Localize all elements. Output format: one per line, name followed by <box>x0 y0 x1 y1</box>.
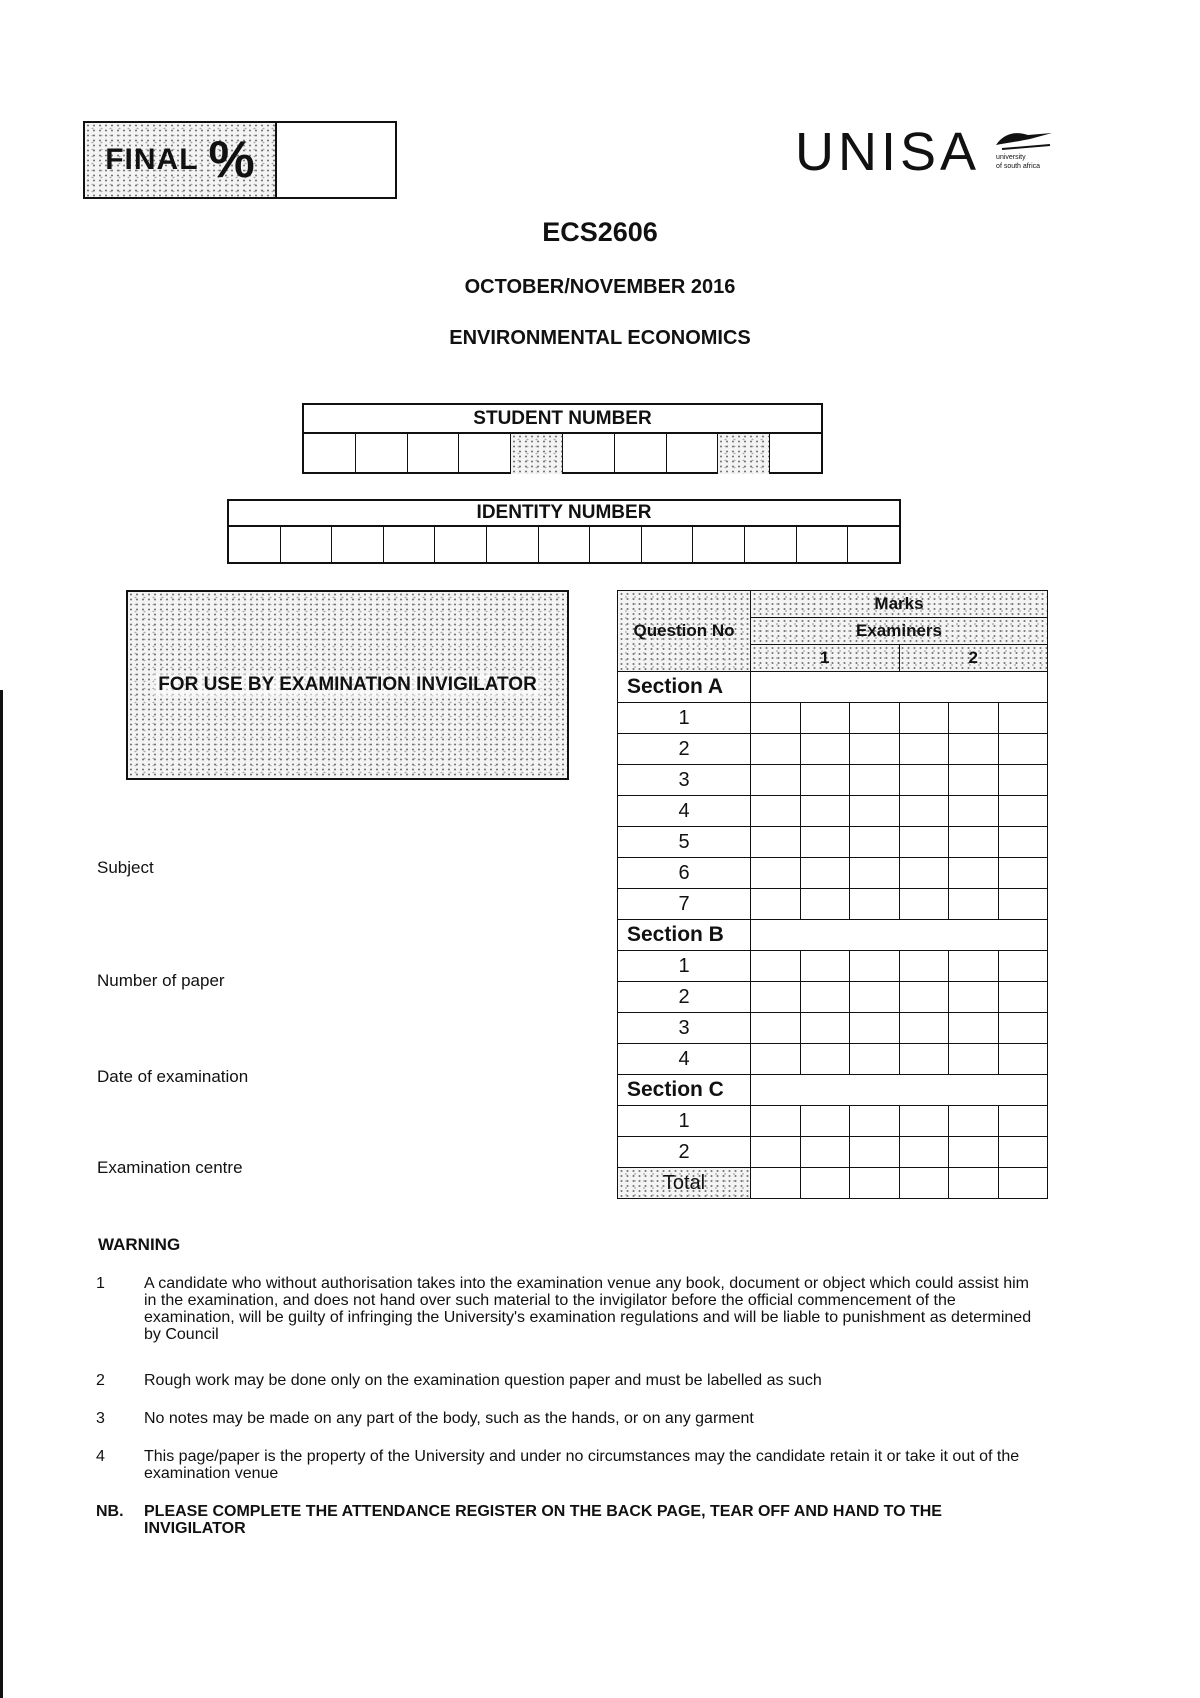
bird-emblem-icon <box>994 127 1054 151</box>
student-number-digit[interactable] <box>511 434 563 474</box>
logo-subtext-2: of south africa <box>996 163 1041 170</box>
mark-cell[interactable] <box>949 703 999 734</box>
warning-item-number: 3 <box>96 1410 105 1427</box>
warning-item-text: No notes may be made on any part of the body, such as the hands, or on any garment <box>144 1410 754 1427</box>
question-number: 3 <box>618 765 751 796</box>
mark-cell[interactable] <box>899 703 949 734</box>
mark-cell[interactable] <box>949 858 999 889</box>
nb-text: PLEASE COMPLETE THE ATTENDANCE REGISTER ON THE BACK PAGE, TEAR OFF AND HAND TO THE INVIGILATOR <box>144 1503 942 1537</box>
total-cell[interactable] <box>751 1168 801 1199</box>
question-number: 1 <box>618 951 751 982</box>
date-field-label: Date of examination <box>97 1067 249 1086</box>
identity-number-grid <box>227 499 901 564</box>
mark-cell[interactable] <box>800 858 850 889</box>
mark-cell[interactable] <box>899 1137 949 1168</box>
mark-cell[interactable] <box>751 858 801 889</box>
identity-number-cells <box>229 527 899 564</box>
warning-title: WARNING <box>98 1235 181 1254</box>
mark-cell[interactable] <box>949 889 999 920</box>
mark-cell[interactable] <box>751 1137 801 1168</box>
identity-number-digit[interactable] <box>693 527 745 564</box>
mark-cell[interactable] <box>949 765 999 796</box>
mark-cell[interactable] <box>899 858 949 889</box>
mark-cell[interactable] <box>800 765 850 796</box>
mark-cell[interactable] <box>751 1106 801 1137</box>
mark-cell[interactable] <box>949 982 999 1013</box>
mark-cell[interactable] <box>800 982 850 1013</box>
mark-cell[interactable] <box>899 765 949 796</box>
identity-number-digit[interactable] <box>487 527 539 564</box>
mark-cell[interactable] <box>850 1044 900 1075</box>
identity-number-digit[interactable] <box>384 527 436 564</box>
total-cell[interactable] <box>899 1168 949 1199</box>
logo-emblem-icon <box>994 127 1054 177</box>
logo-wordmark: UNISA <box>795 122 981 182</box>
mark-cell[interactable] <box>949 796 999 827</box>
examiners-label: Examiners <box>856 621 942 640</box>
mark-cell[interactable] <box>899 827 949 858</box>
mark-cell[interactable] <box>850 827 900 858</box>
total-cell[interactable] <box>949 1168 999 1199</box>
examiners-header <box>751 618 1048 645</box>
total-cell[interactable] <box>998 1168 1048 1199</box>
mark-cell[interactable] <box>949 1137 999 1168</box>
student-number-digit[interactable] <box>356 434 408 474</box>
identity-number-digit[interactable] <box>332 527 384 564</box>
exam-period: OCTOBER/NOVEMBER 2016 <box>464 276 736 298</box>
mark-cell[interactable] <box>998 858 1048 889</box>
final-label-cell <box>85 123 277 197</box>
mark-cell[interactable] <box>899 951 949 982</box>
student-number-digit[interactable] <box>770 434 821 474</box>
identity-number-digit[interactable] <box>745 527 797 564</box>
mark-cell[interactable] <box>751 889 801 920</box>
mark-cell[interactable] <box>850 1137 900 1168</box>
subject-title: ENVIRONMENTAL ECONOMICS <box>449 327 751 349</box>
mark-cell[interactable] <box>949 1013 999 1044</box>
mark-cell[interactable] <box>751 982 801 1013</box>
subject-field-label: Subject <box>97 858 154 877</box>
logo-subtext-1: university <box>996 154 1026 161</box>
mark-cell[interactable] <box>998 951 1048 982</box>
mark-cell[interactable] <box>800 796 850 827</box>
identity-number-digit[interactable] <box>590 527 642 564</box>
question-number: 4 <box>618 796 751 827</box>
mark-cell[interactable] <box>899 889 949 920</box>
section-row-blank <box>751 1075 1048 1106</box>
question-number: 5 <box>618 827 751 858</box>
paper-number-field-label: Number of paper <box>97 971 225 990</box>
warning-item-text: This page/paper is the property of the University and under no circumstances may the candidate retain it or take it out of the examination venue <box>144 1448 1020 1482</box>
student-number-label: STUDENT NUMBER <box>304 405 821 434</box>
scan-edge-line <box>0 690 3 1698</box>
marks-header <box>751 591 1048 618</box>
mark-cell[interactable] <box>850 703 900 734</box>
final-mark-box <box>83 121 397 199</box>
identity-number-digit[interactable] <box>281 527 333 564</box>
final-mark-entry-cell[interactable] <box>277 123 395 197</box>
marks-label: Marks <box>874 594 924 613</box>
examiner-2-label: 2 <box>968 648 978 667</box>
total-cell[interactable] <box>850 1168 900 1199</box>
student-number-digit[interactable] <box>563 434 615 474</box>
warning-item-text: A candidate who without authorisation takes into the examination venue any book, document or object which could assist him in the examination, and does not hand over such material to the invigilator before the official commencement of the examination, will be guilty of infringing the University's examination regulations and will be liable to punishment as determined by Council <box>144 1275 1032 1343</box>
question-number: 2 <box>618 734 751 765</box>
marks-table <box>617 590 1048 1199</box>
mark-cell[interactable] <box>850 1013 900 1044</box>
unisa-logo <box>795 122 1045 182</box>
mark-cell[interactable] <box>800 889 850 920</box>
mark-cell[interactable] <box>998 796 1048 827</box>
mark-cell[interactable] <box>751 703 801 734</box>
mark-cell[interactable] <box>751 1013 801 1044</box>
identity-number-digit[interactable] <box>539 527 591 564</box>
mark-cell[interactable] <box>800 951 850 982</box>
mark-cell[interactable] <box>850 1106 900 1137</box>
question-number: 1 <box>618 1106 751 1137</box>
identity-number-digit[interactable] <box>229 527 281 564</box>
mark-cell[interactable] <box>850 982 900 1013</box>
mark-cell[interactable] <box>998 1106 1048 1137</box>
nb-label: NB. <box>96 1503 124 1520</box>
identity-number-label: IDENTITY NUMBER <box>229 501 899 527</box>
question-no-label: Question No <box>633 621 735 640</box>
mark-cell[interactable] <box>899 796 949 827</box>
mark-cell[interactable] <box>949 951 999 982</box>
student-number-digit[interactable] <box>667 434 719 474</box>
mark-cell[interactable] <box>800 1044 850 1075</box>
warning-item-number: 2 <box>96 1372 105 1389</box>
identity-number-digit[interactable] <box>797 527 849 564</box>
mark-cell[interactable] <box>751 796 801 827</box>
identity-number-digit[interactable] <box>642 527 694 564</box>
question-number: 2 <box>618 982 751 1013</box>
mark-cell[interactable] <box>850 796 900 827</box>
question-no-header <box>618 591 751 672</box>
mark-cell[interactable] <box>800 1106 850 1137</box>
mark-cell[interactable] <box>800 1137 850 1168</box>
examiner-2-header <box>899 645 1048 672</box>
mark-cell[interactable] <box>751 951 801 982</box>
mark-cell[interactable] <box>899 1106 949 1137</box>
mark-cell[interactable] <box>949 734 999 765</box>
mark-cell[interactable] <box>949 1106 999 1137</box>
mark-cell[interactable] <box>899 1013 949 1044</box>
mark-cell[interactable] <box>751 734 801 765</box>
total-label: Total <box>618 1168 751 1199</box>
question-number: 3 <box>618 1013 751 1044</box>
invigilator-label: FOR USE BY EXAMINATION INVIGILATOR <box>154 674 541 696</box>
question-number: 7 <box>618 889 751 920</box>
mark-cell[interactable] <box>899 982 949 1013</box>
mark-cell[interactable] <box>998 703 1048 734</box>
final-label: FINAL <box>105 143 199 176</box>
question-number: 1 <box>618 703 751 734</box>
section-a-title: Section A <box>618 672 751 703</box>
mark-cell[interactable] <box>800 734 850 765</box>
mark-cell[interactable] <box>800 827 850 858</box>
mark-cell[interactable] <box>850 734 900 765</box>
mark-cell[interactable] <box>800 703 850 734</box>
invigilator-box <box>126 590 569 780</box>
section-b-title: Section B <box>618 920 751 951</box>
student-number-grid <box>302 403 823 474</box>
mark-cell[interactable] <box>751 827 801 858</box>
mark-cell[interactable] <box>800 1013 850 1044</box>
mark-cell[interactable] <box>899 734 949 765</box>
mark-cell[interactable] <box>899 1044 949 1075</box>
mark-cell[interactable] <box>998 1044 1048 1075</box>
mark-cell[interactable] <box>949 827 999 858</box>
final-percent-symbol: % <box>208 131 255 189</box>
mark-cell[interactable] <box>998 1013 1048 1044</box>
student-number-digit[interactable] <box>304 434 356 474</box>
question-number: 2 <box>618 1137 751 1168</box>
student-number-digit[interactable] <box>408 434 460 474</box>
mark-cell[interactable] <box>998 982 1048 1013</box>
section-row-blank <box>751 672 1048 703</box>
identity-number-digit[interactable] <box>435 527 487 564</box>
course-code: ECS2606 <box>542 217 658 247</box>
section-c-title: Section C <box>618 1075 751 1106</box>
mark-cell[interactable] <box>998 734 1048 765</box>
mark-cell[interactable] <box>850 858 900 889</box>
mark-cell[interactable] <box>949 1044 999 1075</box>
student-number-digit[interactable] <box>718 434 770 474</box>
mark-cell[interactable] <box>850 951 900 982</box>
student-number-digit[interactable] <box>459 434 511 474</box>
mark-cell[interactable] <box>850 889 900 920</box>
student-number-digit[interactable] <box>615 434 667 474</box>
mark-cell[interactable] <box>998 765 1048 796</box>
mark-cell[interactable] <box>998 889 1048 920</box>
mark-cell[interactable] <box>751 765 801 796</box>
identity-number-digit[interactable] <box>848 527 899 564</box>
section-row-blank <box>751 920 1048 951</box>
mark-cell[interactable] <box>998 827 1048 858</box>
warning-item-number: 4 <box>96 1448 105 1465</box>
question-number: 4 <box>618 1044 751 1075</box>
centre-field-label: Examination centre <box>97 1158 243 1177</box>
mark-cell[interactable] <box>998 1137 1048 1168</box>
student-number-cells <box>304 434 821 474</box>
examiner-1-header <box>751 645 900 672</box>
warning-item-text: Rough work may be done only on the examination question paper and must be labelled as such <box>144 1372 822 1389</box>
total-cell[interactable] <box>800 1168 850 1199</box>
question-number: 6 <box>618 858 751 889</box>
mark-cell[interactable] <box>751 1044 801 1075</box>
mark-cell[interactable] <box>850 765 900 796</box>
warning-item-number: 1 <box>96 1275 105 1292</box>
examiner-1-label: 1 <box>820 648 830 667</box>
